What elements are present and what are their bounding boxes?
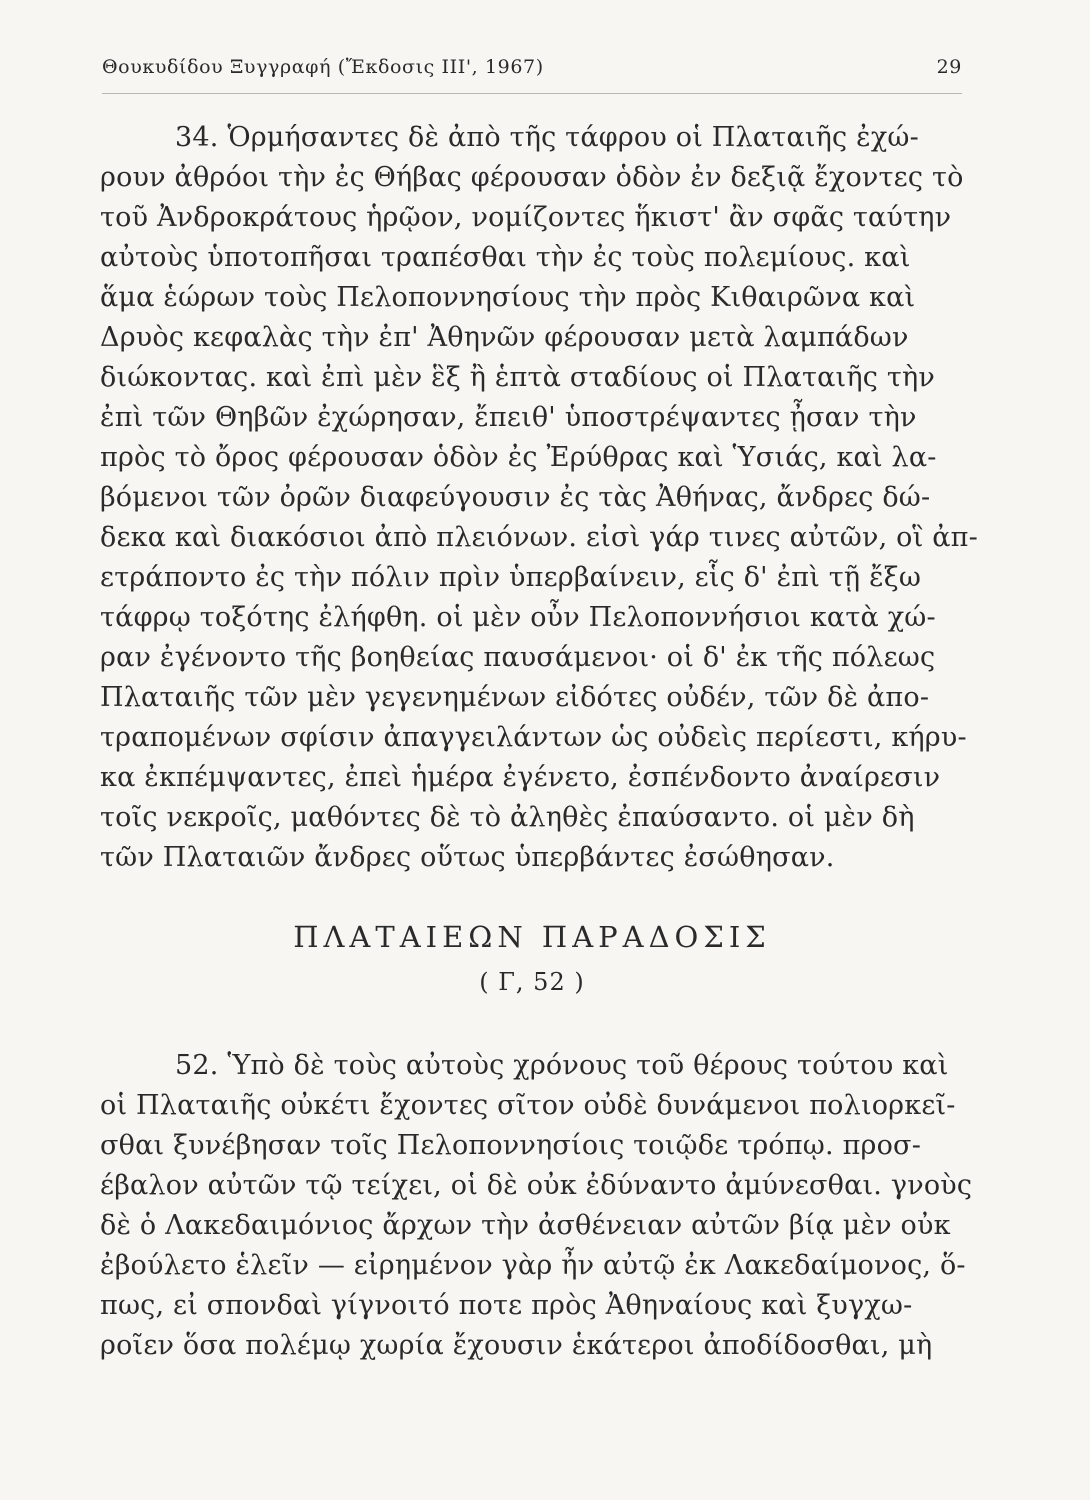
running-title: Θουκυδίδου Ξυγγραφή (Ἔκδοσις ΙΙΙ', 1967)	[102, 56, 544, 78]
text-line: διώκοντας. καὶ ἐπὶ μὲν ἓξ ἢ ἑπτὰ σταδίους οἱ Πλαταιῆς τὴν	[100, 362, 935, 393]
section-heading: ΠΛΑΤΑΙΕΩΝ ΠΑΡΑΔΟΣΙΣ	[293, 920, 771, 954]
text-line: 34. Ὁρμήσαντες δὲ ἀπὸ τῆς τάφρου οἱ Πλαταιῆς ἐχώ-	[175, 122, 919, 153]
text-line: οἱ Πλαταιῆς οὐκέτι ἔχοντες σῖτον οὐδὲ δυνάμενοι πολιορκεῖ-	[100, 1090, 956, 1121]
text-line: Δρυὸς κεφαλὰς τὴν ἐπ' Ἀθηνῶν φέρουσαν μετὰ λαμπάδων	[100, 322, 909, 353]
passage-52	[100, 1046, 973, 1366]
text-line: βόμενοι τῶν ὀρῶν διαφεύγουσιν ἐς τὰς Ἀθήνας, ἄνδρες δώ-	[100, 482, 931, 513]
page-number: 29	[936, 56, 962, 78]
text-line: ἅμα ἑώρων τοὺς Πελοποννησίους τὴν πρὸς Κιθαιρῶνα καὶ	[100, 282, 916, 313]
running-head	[102, 56, 962, 88]
text-line: τοῖς νεκροῖς, μαθόντες δὲ τὸ ἀληθὲς ἐπαύσαντο. οἱ μὲν δὴ	[100, 802, 915, 833]
passage-34	[100, 118, 978, 878]
section-reference: ( Γ, 52 )	[479, 968, 585, 996]
text-line: ρουν ἀθρόοι τὴν ἐς Θήβας φέρουσαν ὁδὸν ἐν δεξιᾷ ἔχοντες τὸ	[100, 162, 964, 193]
text-line: τραπομένων σφίσιν ἀπαγγειλάντων ὡς οὐδεὶς περίεστι, κήρυ-	[100, 722, 967, 753]
text-line: πως, εἰ σπονδαὶ γίγνοιτό ποτε πρὸς Ἀθηναίους καὶ ξυγχω-	[100, 1290, 913, 1321]
text-line: έβαλον αὐτῶν τῷ τείχει, οἱ δὲ οὐκ ἐδύναντο ἀμύνεσθαι. γνοὺς	[100, 1170, 973, 1201]
text-line: τάφρῳ τοξότης ἐλήφθη. οἱ μὲν οὖν Πελοποννήσιοι κατὰ χώ-	[100, 602, 936, 633]
text-line: αὐτοὺς ὑποτοπῆσαι τραπέσθαι τὴν ἐς τοὺς πολεμίους. καὶ	[100, 242, 911, 273]
text-line: δεκα καὶ διακόσιοι ἀπὸ πλειόνων. εἰσὶ γάρ τινες αὐτῶν, οἳ ἀπ-	[100, 522, 978, 553]
text-line: ραν ἐγένοντο τῆς βοηθείας παυσάμενοι· οἱ δ' ἐκ τῆς πόλεως	[100, 642, 936, 673]
text-line: ροῖεν ὅσα πολέμῳ χωρία ἔχουσιν ἑκάτεροι ἀποδίδοσθαι, μὴ	[100, 1330, 933, 1361]
text-line: 52. Ὑπὸ δὲ τοὺς αὐτοὺς χρόνους τοῦ θέρους τούτου καὶ	[175, 1050, 949, 1081]
text-line: τῶν Πλαταιῶν ἄνδρες οὕτως ὑπερβάντες ἐσώθησαν.	[100, 842, 835, 873]
text-line: Πλαταιῆς τῶν μὲν γεγενημένων εἰδότες οὐδέν, τῶν δὲ ἀπο-	[100, 682, 930, 713]
text-line: κα ἐκπέμψαντες, ἐπεὶ ἡμέρα ἐγένετο, ἐσπένδοντο ἀναίρεσιν	[100, 762, 941, 793]
text-line: τοῦ Ἀνδροκράτους ἡρῷον, νομίζοντες ἥκιστ' ἂν σφᾶς ταύτην	[100, 202, 952, 233]
text-line: πρὸς τὸ ὄρος φέρουσαν ὁδὸν ἐς Ἐρύθρας καὶ Ὑσιάς, καὶ λα-	[100, 442, 937, 473]
header-rule	[102, 93, 962, 94]
text-line: δὲ ὁ Λακεδαιμόνιος ἄρχων τὴν ἀσθένειαν αὐτῶν βίᾳ μὲν οὐκ	[100, 1210, 951, 1241]
text-line: ετράποντο ἐς τὴν πόλιν πρὶν ὑπερβαίνειν, εἷς δ' ἐπὶ τῇ ἔξω	[100, 562, 922, 593]
text-line: ἐπὶ τῶν Θηβῶν ἐχώρησαν, ἔπειθ' ὑποστρέψαντες ᾖσαν τὴν	[100, 402, 917, 433]
text-line: σθαι ξυνέβησαν τοῖς Πελοποννησίοις τοιῷδε τρόπῳ. προσ-	[100, 1130, 922, 1161]
text-line: ἐβούλετο ἑλεῖν — εἰρημένον γὰρ ἦν αὐτῷ ἐκ Λακεδαίμονος, ὅ-	[100, 1250, 966, 1281]
